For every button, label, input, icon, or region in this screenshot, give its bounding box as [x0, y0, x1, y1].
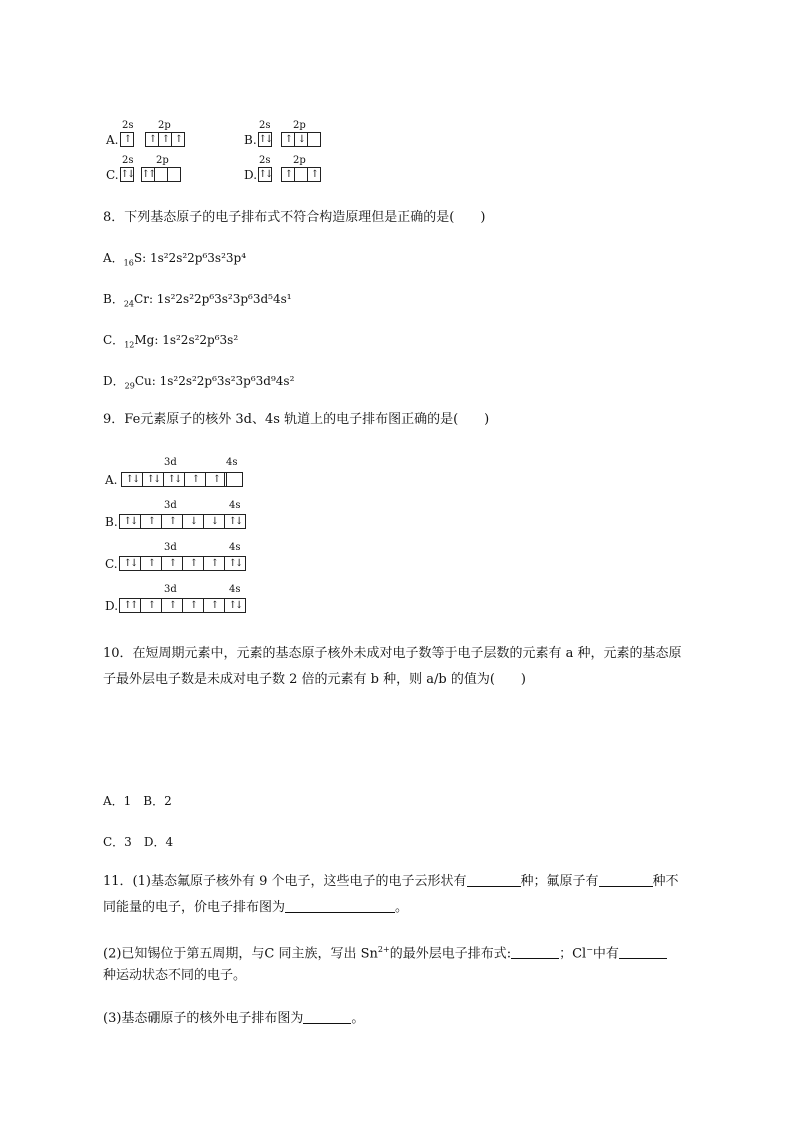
orbital-3d-boxes	[119, 598, 225, 613]
orbital-2p-boxes	[281, 167, 321, 182]
question-11-part-3	[103, 1009, 364, 1029]
text: (2)已知锡位于第五周期，与C 同主族，写出 Sn	[103, 946, 378, 962]
electron-configuration: 1s²2s²2p⁶3s²	[162, 333, 239, 347]
option-label: D.	[244, 168, 258, 182]
question-11-part-1-line-1	[103, 872, 679, 892]
orbital-box: ↑	[161, 598, 183, 613]
answer-blank[interactable]	[599, 872, 653, 887]
element-symbol: Mg	[134, 333, 155, 347]
atomic-number: 12	[124, 340, 135, 350]
electron-configuration: 1s²2s²2p⁶3s²3p⁶3d⁵4s¹	[156, 292, 292, 306]
orbital-label-3d: 3d	[164, 500, 177, 511]
answer-blank[interactable]	[467, 872, 521, 887]
orbital-2s-boxes	[120, 132, 134, 147]
question-11-part-1-line-2	[103, 898, 408, 918]
orbital-label-3d: 3d	[164, 457, 177, 468]
option-letter: D．	[103, 374, 125, 388]
orbital-box	[154, 167, 168, 182]
orbital-label-2s: 2s	[122, 155, 134, 166]
option-label: C.	[106, 168, 119, 182]
text: 。	[395, 900, 409, 915]
orbital-box	[294, 167, 308, 182]
orbital-label-4s: 4s	[226, 457, 238, 468]
orbital-box: ↑	[203, 556, 225, 571]
orbital-box: ↑↑	[119, 598, 141, 613]
option-label: D.	[105, 599, 119, 613]
option-label: C.	[105, 557, 118, 571]
orbital-box: ↑	[184, 472, 206, 487]
question-9-stem: 9．Fe元素原子的核外 3d、4s 轨道上的电子排布图正确的是( )	[103, 412, 490, 427]
orbital-label-2p: 2p	[156, 155, 169, 166]
orbital-box: ↑	[140, 514, 162, 529]
orbital-4s-boxes	[224, 472, 243, 487]
orbital-box: ↑	[158, 132, 172, 147]
text: 种；氟原子有	[520, 874, 599, 889]
text: 。	[351, 1011, 365, 1026]
answer-blank[interactable]	[619, 944, 667, 959]
orbital-box	[167, 167, 181, 182]
orbital-box: ↑↓	[258, 169, 272, 180]
orbital-box: ↑↓	[119, 556, 141, 571]
orbital-box: ↑	[171, 132, 185, 147]
text: 同能量的电子，价电子排布图为	[103, 900, 286, 915]
orbital-box: ↑↓	[224, 598, 246, 613]
answer-blank[interactable]	[511, 944, 559, 959]
orbital-box: ↑↓	[121, 472, 143, 487]
orbital-label-3d: 3d	[164, 584, 177, 595]
question-10-line-1: 10．在短周期元素中，元素的基态原子核外未成对电子数等于电子层数的元素有 a 种，元素的基态原	[103, 646, 682, 661]
orbital-4s-boxes	[224, 556, 246, 571]
answer-blank[interactable]	[285, 898, 395, 913]
text: 中有	[592, 946, 619, 962]
orbital-box: ↑	[161, 556, 183, 571]
text: 11．(1)基态氟原子核外有 9 个电子，这些电子的电子云形状有	[103, 874, 467, 889]
orbital-box: ↓	[182, 514, 204, 529]
orbital-label-4s: 4s	[229, 542, 241, 553]
answer-blank[interactable]	[303, 1009, 351, 1024]
orbital-3d-boxes	[119, 556, 225, 571]
orbital-box: ↑↓	[120, 169, 134, 180]
orbital-box: ↓	[294, 132, 308, 147]
orbital-label-2p: 2p	[293, 120, 306, 131]
orbital-label-2s: 2s	[259, 120, 271, 131]
orbital-label-2p: 2p	[293, 155, 306, 166]
orbital-box: ↑	[281, 132, 295, 147]
question-8-option-a: A．$_{16}$S: 1s²2s²2p⁶3s²3p⁴	[103, 251, 247, 268]
orbital-label-2p: 2p	[158, 120, 171, 131]
orbital-box: ↓	[203, 514, 225, 529]
orbital-box	[224, 472, 243, 487]
text: ；Cl	[559, 946, 587, 962]
electron-configuration: 1s²2s²2p⁶3s²3p⁴	[149, 251, 247, 265]
orbital-box: ↑↓	[258, 134, 272, 145]
question-11-part-2-line-2: 种运动状态不同的电子。	[103, 968, 247, 983]
orbital-2s-boxes	[258, 132, 272, 147]
orbital-box: ↑	[182, 598, 204, 613]
orbital-box: ↑↓	[224, 556, 246, 571]
text: (3)基态硼原子的核外电子排布图为	[103, 1011, 304, 1026]
orbital-label-2s: 2s	[122, 120, 134, 131]
orbital-box: ↑	[120, 132, 134, 147]
question-10-line-2: 子最外层电子数是未成对电子数 2 倍的元素有 b 种，则 a/b 的值为( )	[103, 672, 526, 687]
orbital-box: ↑↑	[141, 169, 155, 180]
option-label: A.	[105, 473, 118, 487]
atomic-number: 24	[123, 299, 135, 309]
atomic-number: 29	[124, 381, 135, 391]
orbital-box: ↑	[140, 556, 162, 571]
question-8-stem: 8．下列基态原子的电子排布式不符合构造原理但是正确的是( )	[103, 210, 486, 225]
orbital-4s-boxes	[224, 598, 246, 613]
option-letter: B．	[103, 292, 124, 306]
orbital-box: ↑↓	[163, 472, 185, 487]
question-10-options-cd: C．3 D．4	[103, 835, 174, 849]
orbital-box: ↑	[205, 472, 227, 487]
orbital-box: ↑	[140, 598, 162, 613]
orbital-2p-boxes	[141, 167, 181, 182]
question-8-option-d: D．$_{29}$Cu: 1s²2s²2p⁶3s²3p⁶3d⁹4s²	[103, 374, 295, 391]
orbital-2p-boxes	[145, 132, 185, 147]
orbital-box: ↑	[307, 167, 321, 182]
orbital-label-4s: 4s	[229, 584, 241, 595]
question-8-option-c: C．$_{12}$Mg: 1s²2s²2p⁶3s²	[103, 333, 239, 350]
question-11-part-2-line-1	[103, 940, 667, 964]
orbital-box: ↑↓	[224, 514, 246, 529]
orbital-label-2s: 2s	[259, 155, 271, 166]
orbital-4s-boxes	[224, 514, 246, 529]
atomic-number: 16	[123, 258, 134, 268]
orbital-2s-boxes	[258, 167, 272, 182]
option-label: B.	[105, 515, 118, 529]
orbital-box: ↑	[145, 132, 159, 147]
orbital-box: ↑↓	[119, 514, 141, 529]
option-label: B.	[244, 133, 257, 147]
orbital-2s-boxes	[120, 167, 134, 182]
element-symbol: S	[133, 251, 143, 265]
orbital-box: ↑	[182, 556, 204, 571]
question-10-options-ab: A．1 B．2	[103, 794, 172, 808]
question-8-option-b: B．$_{24}$Cr: 1s²2s²2p⁶3s²3p⁶3d⁵4s¹	[103, 292, 292, 309]
option-label: A.	[106, 133, 119, 147]
element-symbol: Cr	[134, 292, 149, 306]
text: 的最外层电子排布式:	[389, 946, 512, 962]
text: 种不	[652, 874, 679, 889]
ion-charge: 2+	[377, 945, 390, 954]
orbital-box: ↑	[281, 167, 295, 182]
orbital-box: ↑	[161, 514, 183, 529]
orbital-3d-boxes	[121, 472, 227, 487]
orbital-label-4s: 4s	[229, 500, 241, 511]
orbital-box	[307, 132, 321, 147]
electron-configuration: 1s²2s²2p⁶3s²3p⁶3d⁹4s²	[159, 374, 295, 388]
orbital-3d-boxes	[119, 514, 225, 529]
ion-charge: −	[586, 945, 593, 954]
element-symbol: Cu	[134, 374, 152, 388]
orbital-2p-boxes	[281, 132, 321, 147]
option-letter: A．	[103, 251, 124, 265]
option-letter: C．	[103, 333, 125, 347]
orbital-label-3d: 3d	[164, 542, 177, 553]
orbital-box: ↑↓	[142, 472, 164, 487]
orbital-box: ↑	[203, 598, 225, 613]
